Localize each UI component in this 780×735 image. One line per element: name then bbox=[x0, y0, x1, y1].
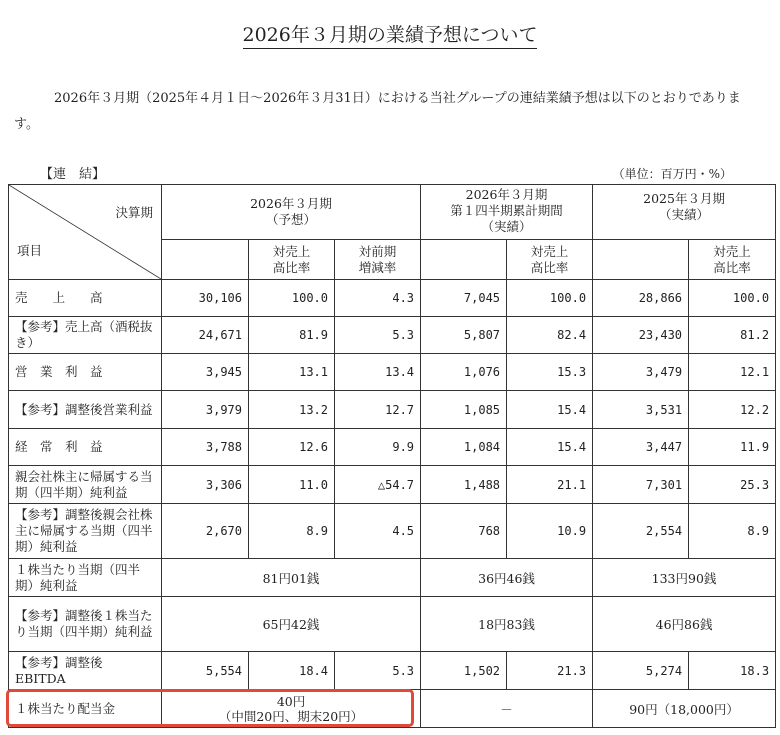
dividend-row: １株当たり配当金 40円 （中間20円、期末20円） － 90円（18,000円） bbox=[9, 690, 776, 728]
empty-head bbox=[593, 240, 689, 280]
empty-head bbox=[162, 240, 249, 280]
table-row: 営 業 利 益 3,945 13.1 13.4 1,076 15.3 3,479 12.1 bbox=[9, 354, 776, 391]
unit-label: （単位：百万円・%） bbox=[612, 167, 732, 181]
table-row: 親会社株主に帰属する当期（四半期）純利益 3,306 11.0 △54.7 1,488 21.1 7,301 25.3 bbox=[9, 466, 776, 504]
ratio-sales-head: 対売上高比率 bbox=[507, 240, 593, 280]
highlight-box bbox=[6, 689, 414, 727]
page-title: 2026年３月期の業績予想について bbox=[0, 20, 780, 47]
corner-item: 項目 bbox=[17, 243, 43, 258]
col-q1-header: 2026年３月期 第１四半期累計期間 （実績） bbox=[421, 185, 593, 240]
col-forecast-header: 2026年３月期 （予想） bbox=[162, 185, 421, 240]
ratio-sales-head: 対売上高比率 bbox=[689, 240, 776, 280]
col-prior-header: 2025年３月期 （実績） bbox=[593, 185, 776, 240]
table-row: 【参考】調整後営業利益 3,979 13.2 12.7 1,085 15.4 3,531 12.2 bbox=[9, 391, 776, 429]
empty-head bbox=[421, 240, 507, 280]
ratio-yoy-head: 対前期増減率 bbox=[335, 240, 421, 280]
ratio-sales-head: 対売上高比率 bbox=[249, 240, 335, 280]
section-label: 【連 結】 bbox=[40, 167, 106, 182]
corner-period: 決算期 bbox=[115, 205, 153, 220]
forecast-table bbox=[8, 184, 776, 728]
adj-eps-row: 【参考】調整後１株当たり当期（四半期）純利益 65円42銭 18円83銭 46円86銭 bbox=[9, 597, 776, 652]
ebitda-row: 【参考】調整後 EBITDA 5,554 18.4 5.3 1,502 21.3 5,274 18.3 bbox=[9, 652, 776, 690]
table-row: 【参考】売上高（酒税抜き） 24,671 81.9 5.3 5,807 82.4 23,430 81.2 bbox=[9, 317, 776, 354]
table-row: 【参考】調整後親会社株主に帰属する当期（四半期）純利益 2,670 8.9 4.5 768 10.9 2,554 8.9 bbox=[9, 504, 776, 559]
corner-header bbox=[9, 185, 162, 280]
table-row: 売 上 高 30,106 100.0 4.3 7,045 100.0 28,866 100.0 bbox=[9, 280, 776, 317]
eps-row: １株当たり当期（四半期）純利益 81円01銭 36円46銭 133円90銭 bbox=[9, 559, 776, 597]
intro-paragraph: 2026年３月期（2025年４月１日〜2026年３月31日）における当社グループの連結業績予想は以下のとおりであります。 bbox=[14, 91, 741, 132]
table-row: 経 常 利 益 3,788 12.6 9.9 1,084 15.4 3,447 11.9 bbox=[9, 429, 776, 466]
